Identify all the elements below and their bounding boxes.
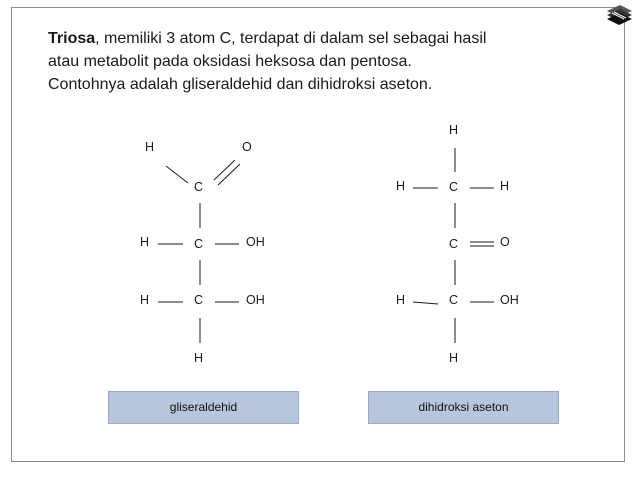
term-triosa: Triosa [48, 30, 96, 47]
glyceraldehyde-c3-left-h: H [140, 293, 150, 307]
dihydroxyacetone-c1-right-h: H [500, 179, 510, 193]
glyceraldehyde-bond-c1-o-a [214, 160, 235, 180]
dihydroxyacetone-bond-c3-h [413, 302, 438, 304]
glyceraldehyde-top-h: H [145, 140, 155, 154]
dihydroxyacetone-top-h: H [449, 123, 459, 137]
glyceraldehyde-bond-c1-h [166, 166, 188, 183]
paragraph-line-2: atau metabolit pada oksidasi heksosa dan pentosa. [48, 53, 412, 70]
glyceraldehyde-caption: gliseraldehid [169, 400, 238, 414]
glyceraldehyde-bond-c1-o-b [218, 164, 240, 185]
dihydroxyacetone-c2-right-o: O [500, 235, 510, 249]
glyceraldehyde-c2-left-h: H [140, 235, 150, 249]
glyceraldehyde-c2: C [194, 237, 204, 251]
dihydroxyacetone-c1: C [449, 180, 459, 194]
glyceraldehyde-caption-box [108, 391, 299, 424]
dihydroxyacetone-c3-right-oh: OH [500, 293, 519, 307]
dihydroxyacetone-c1-left-h: H [396, 179, 406, 193]
glyceraldehyde-c2-right-oh: OH [246, 235, 265, 249]
glyceraldehyde-c3: C [194, 293, 204, 307]
paragraph-line-3: Contohnya adalah gliseraldehid dan dihidroksi aseton. [48, 76, 433, 93]
dihydroxyacetone-c3: C [449, 293, 459, 307]
glyceraldehyde-bottom-h: H [194, 351, 204, 365]
glyceraldehyde-c3-right-oh: OH [246, 293, 265, 307]
glyceraldehyde-structure [140, 140, 265, 365]
glyceraldehyde-c1: C [194, 180, 204, 194]
dihydroxyacetone-structure [396, 123, 519, 365]
dihydroxyacetone-c3-left-h: H [396, 293, 406, 307]
dihydroxyacetone-caption: dihidroksi aseton [418, 400, 509, 414]
glyceraldehyde-top-o: O [242, 140, 252, 154]
paragraph-line-1-rest: , memiliki 3 atom C, terdapat di dalam sel sebagai hasil [95, 30, 487, 47]
dihydroxyacetone-c2: C [449, 237, 459, 251]
dihydroxyacetone-caption-box [368, 391, 559, 424]
dihydroxyacetone-bottom-h: H [449, 351, 459, 365]
